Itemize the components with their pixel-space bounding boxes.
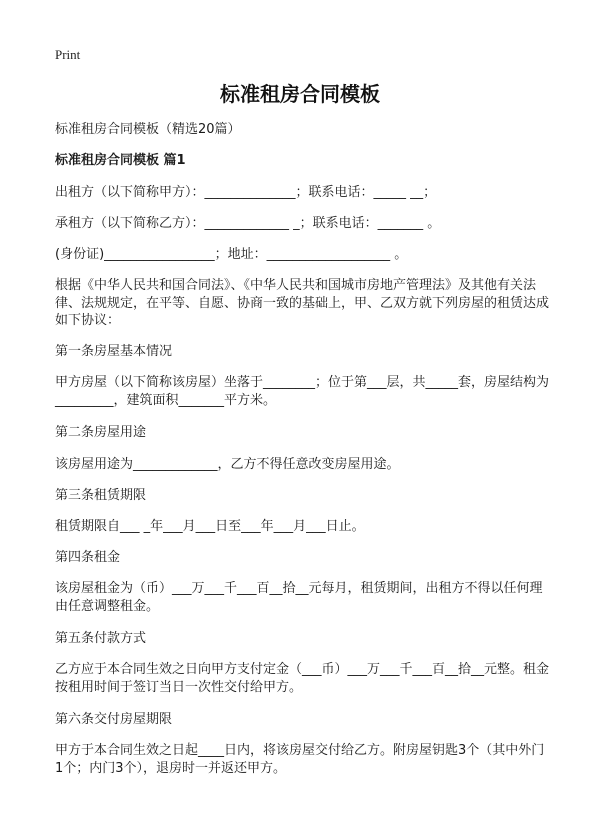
article-5-heading: 第五条付款方式	[55, 631, 147, 646]
article-2-heading: 第二条房屋用途	[55, 425, 147, 440]
section-heading: 标准租房合同模板 篇1	[55, 153, 186, 168]
print-label: Print	[55, 47, 81, 62]
article-3-heading: 第三条租赁期限	[55, 488, 147, 503]
article-4-heading: 第四条租金	[55, 550, 121, 565]
document-title: 标准租房合同模板	[220, 82, 380, 106]
lessor-line: 出租方（以下简称甲方）：______________；联系电话：_____ __；	[55, 185, 437, 200]
id-address-line: (身份证)_________________；地址：___________________ 。	[55, 247, 408, 262]
intro-paragraph: 根据《中华人民共和国合同法》、《中华人民共和国城市房地产管理法》及其他有关法律、法规规定，在平等、自愿、协商一致的基础上，甲、乙双方就下列房屋的租赁达成如下协议：	[55, 278, 550, 328]
article-1-heading: 第一条房屋基本情况	[55, 344, 173, 359]
article-2-paragraph: 该房屋用途为_____________，乙方不得任意改变房屋用途。	[55, 457, 400, 472]
article-3-paragraph: 租赁期限自___ _年___月___日至___年___月___日止。	[55, 519, 365, 534]
document-subtitle: 标准租房合同模板（精选20篇）	[55, 122, 241, 137]
article-4-paragraph: 该房屋租金为（币）___万___千___百__拾__元每月，租赁期间，出租方不得以任何理由任意调整租金。	[55, 581, 543, 614]
article-6-heading: 第六条交付房屋期限	[55, 712, 173, 727]
article-1-paragraph: 甲方房屋（以下简称该房屋）坐落于________；位于第___层，共_____套，房屋结构为_________，建筑面积_______平方米。	[55, 375, 550, 408]
article-6-paragraph: 甲方于本合同生效之日起____日内，将该房屋交付给乙方。附房屋钥匙3个（其中外门1个；内门3个），退房时一并返还甲方。	[55, 743, 545, 776]
article-5-paragraph: 乙方应于本合同生效之日向甲方支付定金（___币）___万___千___百__拾__元整。租金按租用时间于签订当日一次性交付给甲方。	[55, 662, 550, 695]
lessee-line: 承租方（以下简称乙方）：_____________ _；联系电话：_______ 。	[55, 216, 441, 231]
